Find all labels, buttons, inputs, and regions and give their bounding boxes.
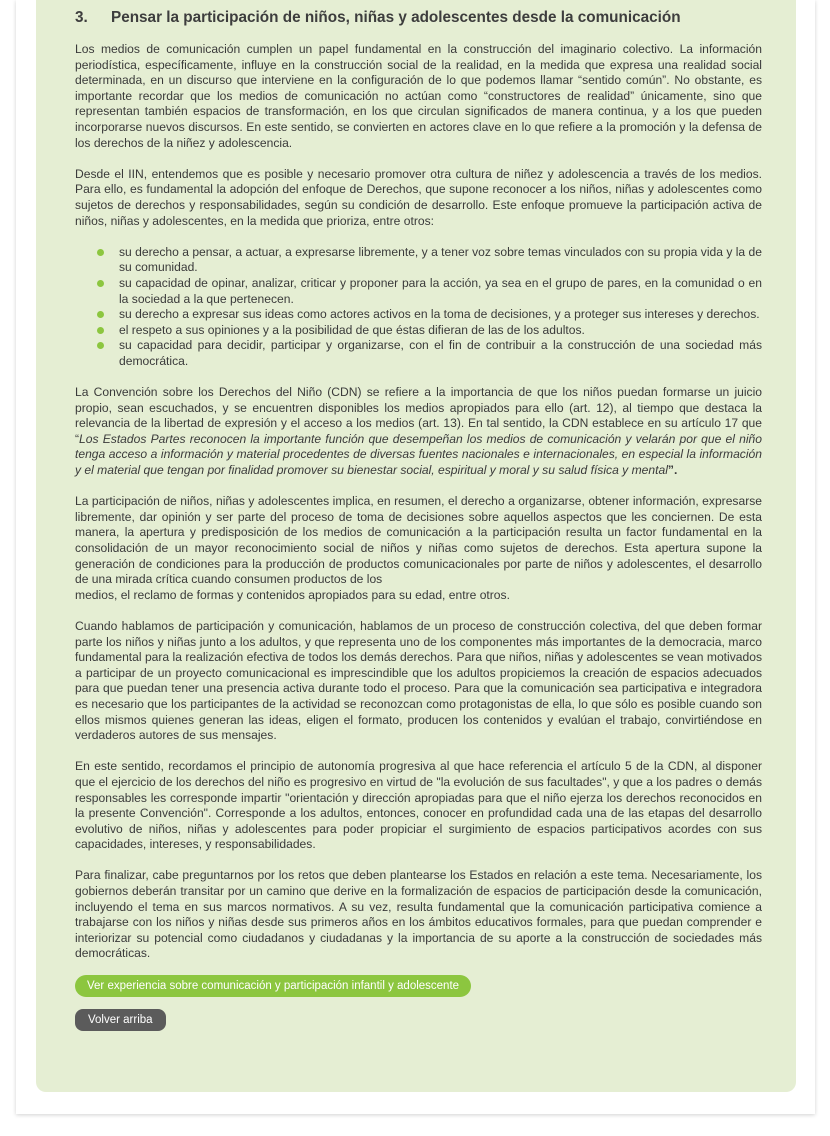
list-item: su derecho a pensar, a actuar, a expresarse libremente, y a tener voz sobre temas vinculados con su propia vida y la de su comunidad. (119, 245, 762, 276)
bullet-icon (97, 280, 104, 287)
list-item: su derecho a expresar sus ideas como actores activos en la toma de decisiones, y a proteger sus intereses y derechos. (119, 307, 762, 323)
section-number: 3. (75, 9, 88, 26)
bullet-icon (97, 342, 104, 349)
paragraph-3: La Convención sobre los Derechos del Niño (CDN) se refiere a la importancia de que los niños puedan formarse un juicio propio, sean escuchados, y se encuentren disponibles los medios apropiados para ello (art. 12), al tiempo que destaca la relevancia de la libertad de expresión y el acceso a los medios (art. 13). En tal sentido, la CDN establece en su artículo 17 que “Los Estados Partes reconocen la importante función que desempeñan los medios de comunicación y velarán por que el niño tenga acceso a información y material procedentes de diversas fuentes nacionales e internacionales, en especial la información y el material que tengan por finalidad promover su bienestar social, espiritual y moral y su salud física y mental”. (75, 385, 762, 478)
section-heading (75, 9, 762, 27)
back-to-top-button[interactable]: Volver arriba (75, 1009, 166, 1031)
paragraph-2: Desde el IIN, entendemos que es posible y necesario promover otra cultura de niñez y adolescencia a través de los medios. Para ello, es fundamental la adopción del enfoque de Derechos, que supone reconocer a los niños, niñas y adolescentes como sujetos de derechos y responsabilidades, según su condición de desarrollo. Este enfoque promueve la participación activa de niños, niñas y adolescentes, en la medida que prioriza, entre otros: (75, 166, 762, 228)
list-item: el respeto a sus opiniones y a la posibilidad de que éstas difieran de las de los adultos. (119, 323, 762, 339)
paragraph-7: Para finalizar, cabe preguntarnos por los retos que deben plantearse los Estados en relación a este tema. Necesariamente, los gobiernos deberán transitar por un camino que derive en la formalización de espacios de participación desde la comunicación, incluyendo el tema en sus marcos normativos. A su vez, resulta fundamental que la comunicación participativa comience a trabajarse con los niños y niñas desde sus primeros años en los ámbitos educativos formales, para que puedan comprender e interiorizar su potencial como ciudadanos y ciudadanas y la importancia de su aporte a la construcción de sociedades más democráticas. (75, 868, 762, 961)
paragraph-5: Cuando hablamos de participación y comunicación, hablamos de un proceso de construcción colectiva, del que deben formar parte los niños y niñas junto a los adultos, y que representa uno de los componentes más importantes de la democracia, marco fundamental para la realización efectiva de todos los demás derechos. Para que niños, niñas y adolescentes se vean motivados a participar de un proyecto comunicacional es imprescindible que los adultos propiciemos la creación de espacios adecuados para que puedan tener una presencia activa durante todo el proceso. Para que la comunicación sea participativa e integradora es necesario que los participantes de la actividad se reconozcan como protagonistas de ella, lo que sólo es posible cuando son ellos mismos quienes generan las ideas, eligen el formato, producen los contenidos y evalúan el trabajo, convirtiéndose en verdaderos autores de sus mensajes. (75, 618, 762, 743)
paragraph-4: La participación de niños, niñas y adolescentes implica, en resumen, el derecho a organizarse, obtener información, expresarse libremente, dar opinión y ser parte del proceso de toma de decisiones sobre aquellos aspectos que les conciernen. De esta manera, la apertura y predisposición de los medios de comunicación a la participación resulta un factor fundamental en la consolidación de un mayor reconocimiento social de niños y niñas como sujetos de derechos. Esta apertura supone la generación de condiciones para la producción de productos comunicacionales por parte de niños y adolescentes, el desarrollo de una mirada crítica cuando consumen productos de los medios, el reclamo de formas y contenidos apropiados para su edad, entre otros. (75, 494, 762, 602)
bullet-icon (97, 311, 104, 318)
section-title: Pensar la participación de niños, niñas y adolescentes desde la comunicación (111, 9, 681, 26)
bullet-icon (97, 327, 104, 334)
experience-row (75, 978, 762, 997)
list-item: su capacidad de opinar, analizar, criticar y proponer para la acción, ya sea en el grupo de pares, en la comunidad o en la sociedad a la que pertenecen. (119, 276, 762, 307)
rights-list (75, 245, 762, 370)
back-to-top-row (75, 997, 762, 1031)
bullet-icon (97, 249, 104, 256)
paragraph-1: Los medios de comunicación cumplen un papel fundamental en la construcción del imaginario colectivo. La información periodística, específicamente, influye en la construcción social de la realidad, en la medida que expresa una realidad social determinada, en un discurso que interviene en la configuración de lo que podemos llamar “sentido común”. No obstante, es importante recordar que los medios de comunicación no actúan como “constructores de realidad” únicamente, sino que representan también espacios de transformación, en los que circulan significados de manera continua, y a los que pueden incorporarse nuevos discursos. En este sentido, se convierten en actores clave en lo que refiere a la promoción y la defensa de los derechos de la niñez y adolescencia. (75, 42, 762, 150)
cdn-quote: Los Estados Partes reconocen la importante función que desempeñan los medios de comunicación y velarán por que el niño tenga acceso a información y material procedentes de diversas fuentes nacionales e internacionales, en especial la información y el material que tengan por finalidad promover su bienestar social, espiritual y moral y su salud física y mental (75, 431, 762, 478)
list-item: su capacidad para decidir, participar y organizarse, con el fin de contribuir a la construcción de una sociedad más democrática. (119, 338, 762, 369)
paragraph-6: En este sentido, recordamos el principio de autonomía progresiva al que hace referencia el artículo 5 de la CDN, al disponer que el ejercicio de los derechos del niño es progresivo en virtud de "la evolución de sus facultades", y que a los padres o demás responsables les corresponde impartir "orientación y dirección apropiadas para que el niño ejerza los derechos reconocidos en la presente Convención". Corresponde a los adultos, entonces, conocer en profundidad cada una de las etapas del desarrollo evolutivo de niños, niñas y adolescentes para poder propiciar el surgimiento de espacios participativos acordes con sus capacidades, intereses, y responsabilidades. (75, 759, 762, 852)
experience-button[interactable]: Ver experiencia sobre comunicación y participación infantil y adolescente (75, 975, 471, 997)
article-content (75, 9, 762, 1031)
